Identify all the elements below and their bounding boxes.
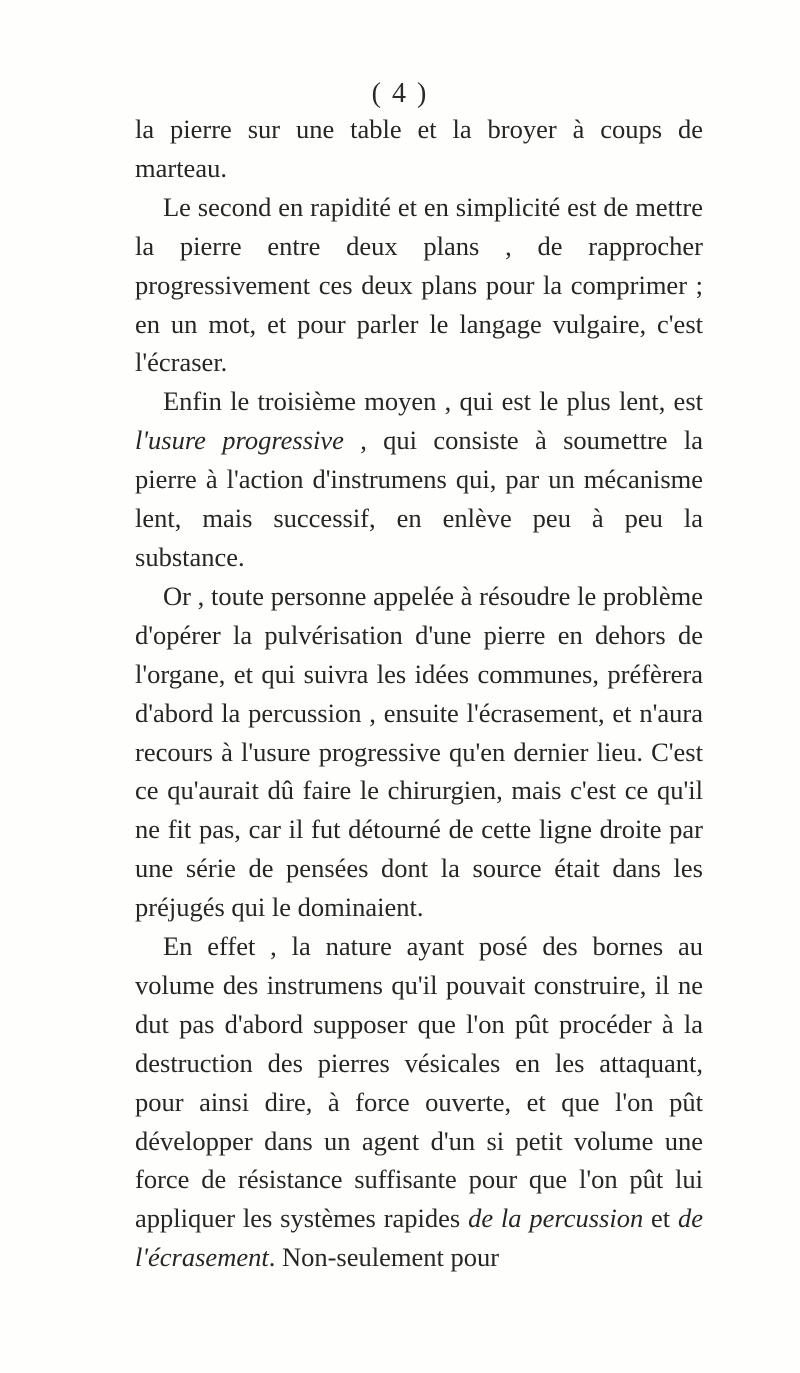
paragraph-1 bbox=[135, 110, 703, 188]
italic-term-percussion: de la percussion bbox=[468, 1203, 644, 1234]
text-segment: la pierre sur une table et la broyer à coups de marteau. bbox=[135, 114, 703, 183]
text-segment: . Non-seulement pour bbox=[268, 1242, 500, 1273]
italic-term-ecrasement: de l'écrasement bbox=[135, 1203, 704, 1273]
body-text bbox=[135, 110, 703, 1277]
page-number: ( 4 ) bbox=[371, 78, 429, 109]
text-segment: Le second en rapidité et en simplicité est de mettre la pierre entre deux plans , de rapprocher progressivement ces deux plans pour la comprimer ; en un mot, et pour parler le langage vulgaire, c'est l'écraser. bbox=[135, 191, 703, 378]
paragraph-3 bbox=[135, 382, 703, 577]
text-segment: et bbox=[643, 1203, 678, 1234]
text-segment: Or , toute personne appelée à résoudre le problème d'opérer la pulvérisation d'une pierre en dehors de l'organe, et qui suivra les idées communes, préfèrera d'abord la percussion , ensuite l'écrasement, et n'aura recours à l'usure progressive qu'en dernier lieu. C'est ce qu'aurait dû faire le chirurgien, mais c'est ce qu'il ne fit pas, car il fut détourné de cette ligne droite par une série de pensées dont la source était dans les préjugés qui le dominaient. bbox=[135, 580, 703, 923]
paragraph-5 bbox=[135, 927, 703, 1277]
text-segment: , qui consiste à soumettre la pierre à l'action d'instrumens qui, par un mécanisme lent, mais successif, en enlève peu à peu la substance. bbox=[135, 425, 703, 572]
text-segment: Enfin le troisième moyen , qui est le plus lent, est bbox=[163, 386, 703, 417]
paragraph-4 bbox=[135, 577, 703, 927]
paragraph-2 bbox=[135, 188, 703, 383]
italic-term-usure-progressive: l'usure progressive bbox=[135, 425, 344, 456]
text-segment: En effet , la nature ayant posé des bornes au volume des instrumens qu'il pouvait construire, il ne dut pas d'abord supposer que l'on pût procéder à la destruction des pierres vésicales en les attaquant, pour ainsi dire, à force ouverte, et que l'on pût développer dans un agent d'un si petit volume une force de résistance suffisante pour que l'on pût lui appliquer les systèmes rapides bbox=[135, 931, 703, 1234]
